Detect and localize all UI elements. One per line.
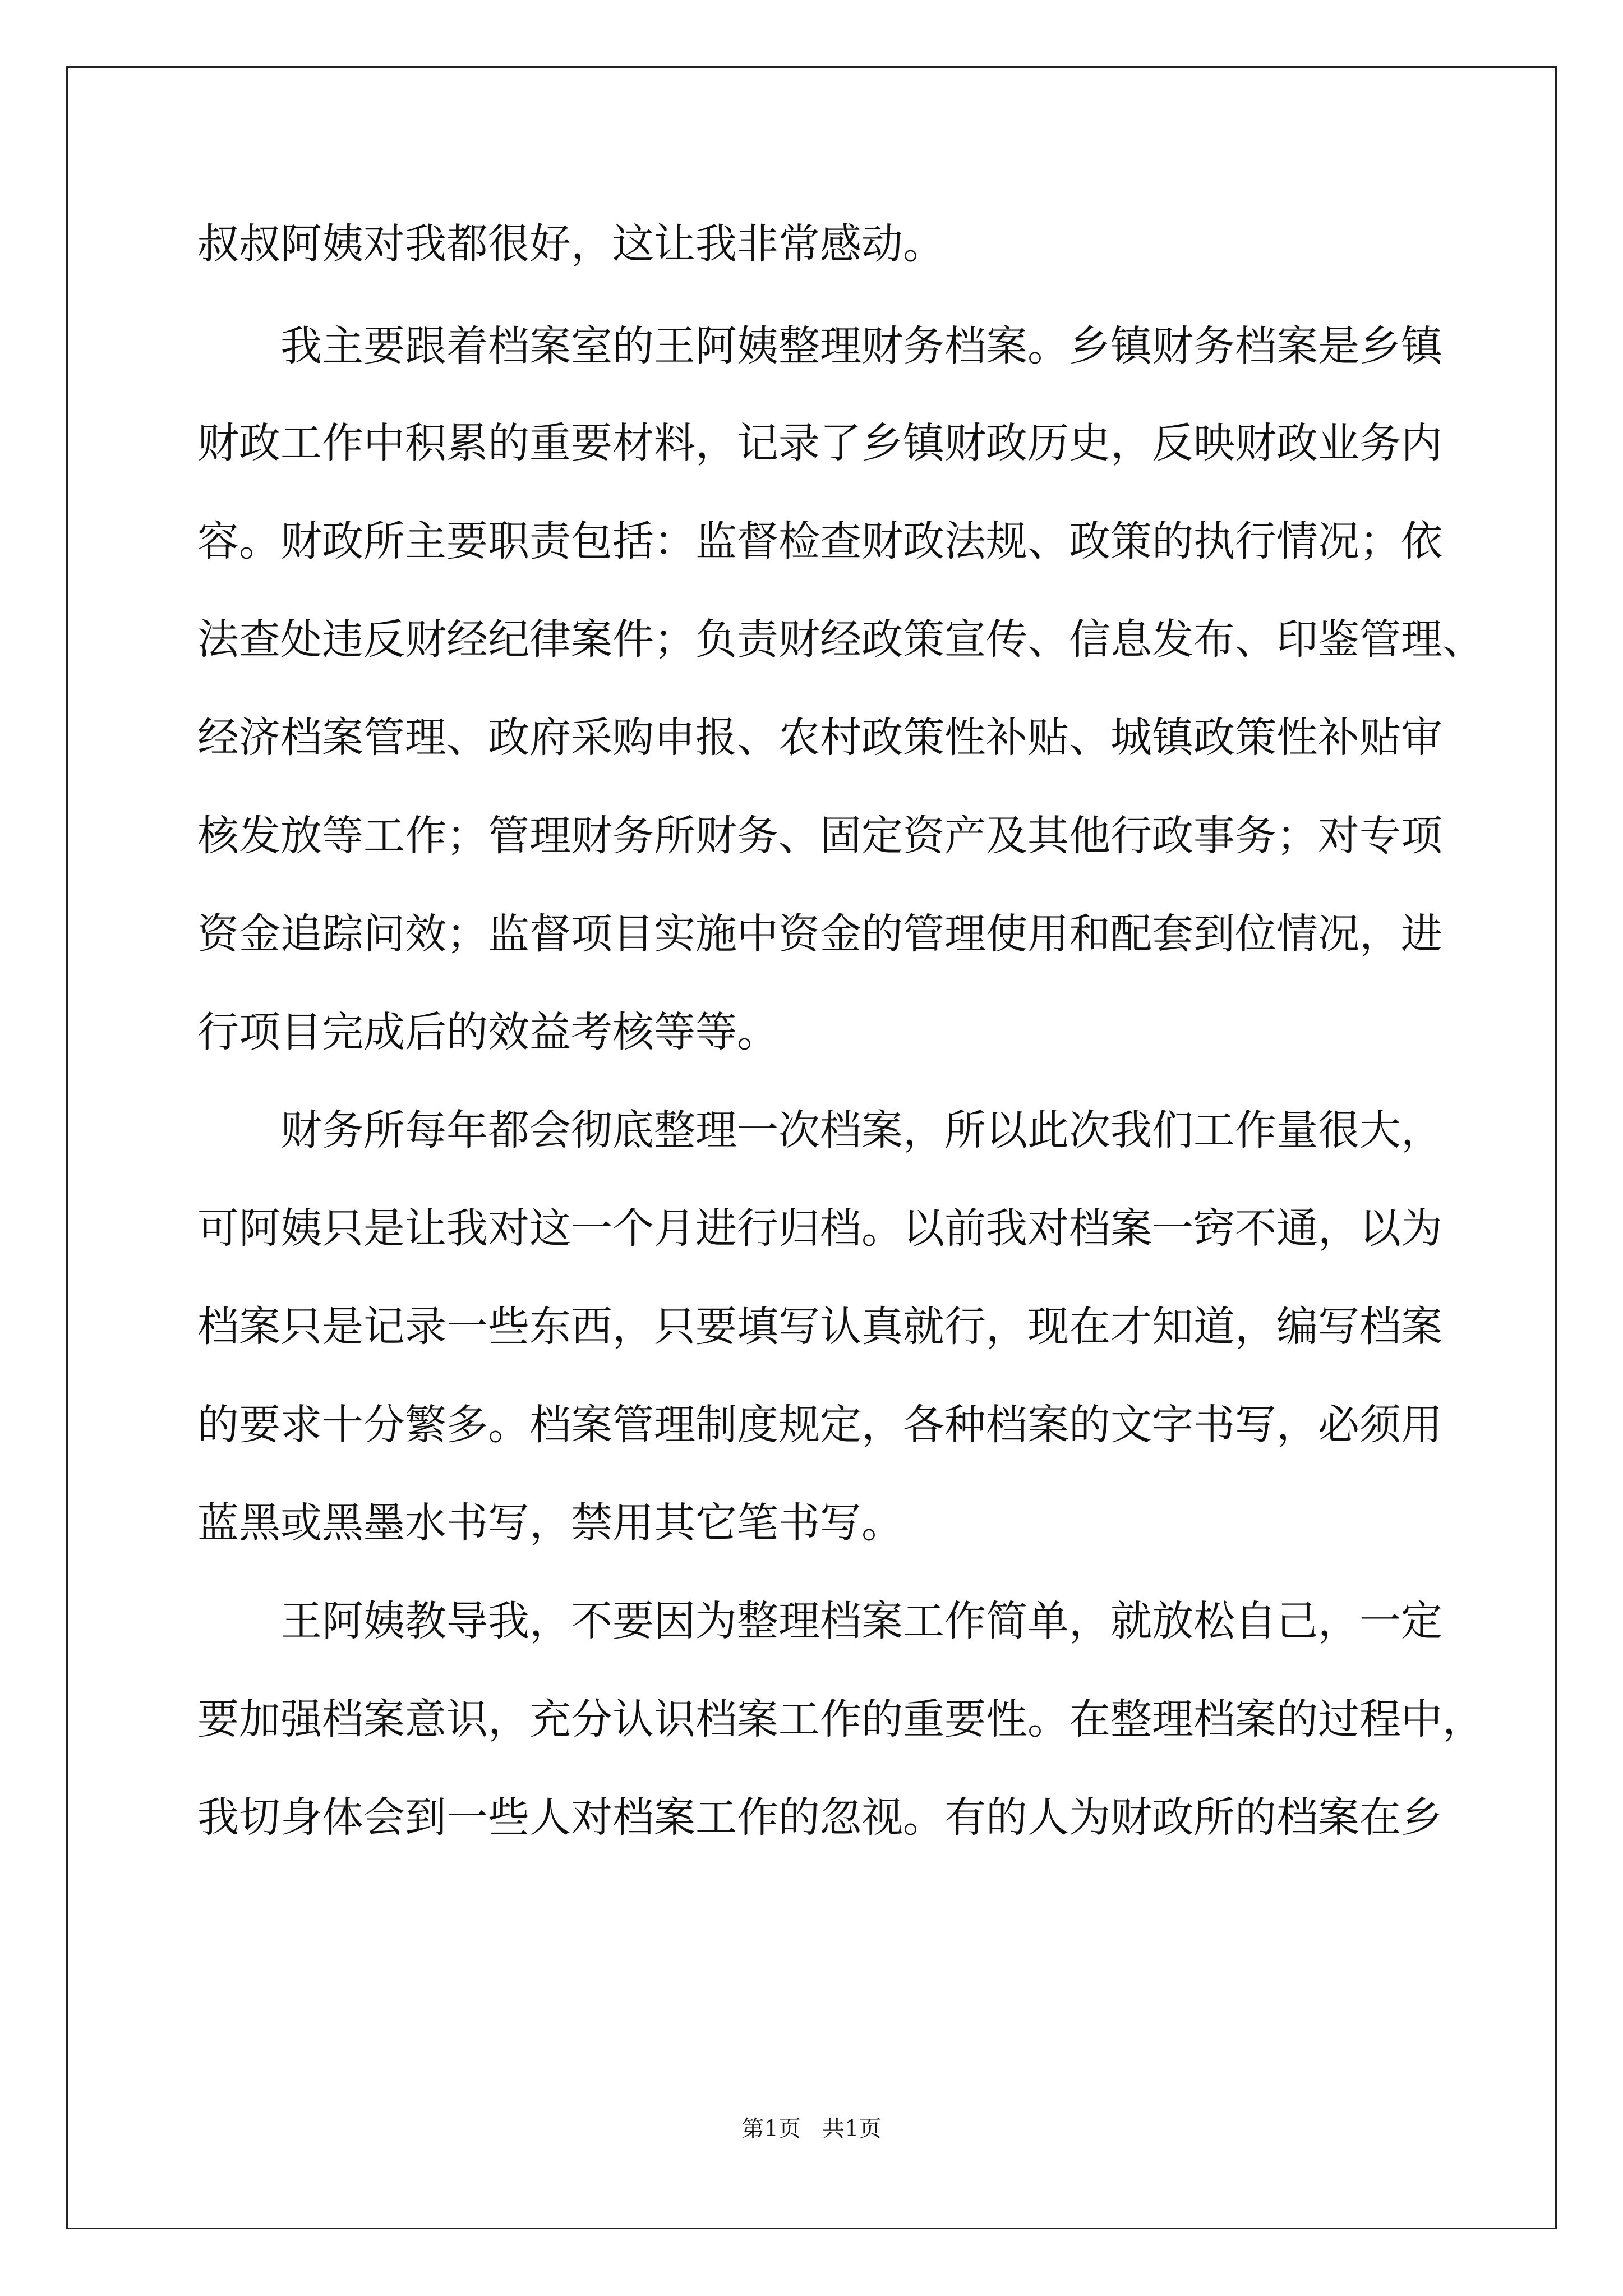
text-line: 的要求十分繁多。档案管理制度规定，各种档案的文字书写，必须用 [197,1401,1442,1449]
text-line: 经济档案管理、政府采购申报、农村政策性补贴、城镇政策性补贴审 [197,714,1442,762]
text-line: 档案只是记录一些东西，只要填写认真就行，现在才知道，编写档案 [197,1303,1442,1351]
text-line: 财政工作中积累的重要材料，记录了乡镇财政历史，反映财政业务内 [197,419,1442,467]
text-line: 可阿姨只是让我对这一个月进行归档。以前我对档案一窍不通，以为 [197,1204,1442,1253]
text-line: 法查处违反财经纪律案件；负责财经政策宣传、信息发布、印鉴管理、 [197,615,1484,664]
text-line: 资金追踪问效；监督项目实施中资金的管理使用和配套到位情况，进 [197,910,1442,958]
text-line: 我主要跟着档案室的王阿姨整理财务档案。乡镇财务档案是乡镇 [280,322,1442,370]
text-line: 王阿姨教导我，不要因为整理档案工作简单，就放松自己，一定 [280,1597,1442,1645]
text-line: 要加强档案意识，充分认识档案工作的重要性。在整理档案的过程中， [197,1695,1484,1743]
text-line: 核发放等工作；管理财务所财务、固定资产及其他行政事务；对专项 [197,812,1442,860]
text-line: 蓝黑或黑墨水书写，禁用其它笔书写。 [197,1499,903,1547]
text-line: 叔叔阿姨对我都很好，这让我非常感动。 [197,220,944,268]
text-line: 我切身体会到一些人对档案工作的忽视。有的人为财政所的档案在乡 [197,1793,1442,1842]
text-line: 行项目完成后的效益考核等等。 [197,1008,778,1056]
text-line: 财务所每年都会彻底整理一次档案，所以此次我们工作量很大， [280,1106,1442,1154]
text-line: 容。财政所主要职责包括：监督检查财政法规、政策的执行情况；依 [197,517,1442,565]
page-footer: 第1页 共1页 [741,2116,882,2142]
